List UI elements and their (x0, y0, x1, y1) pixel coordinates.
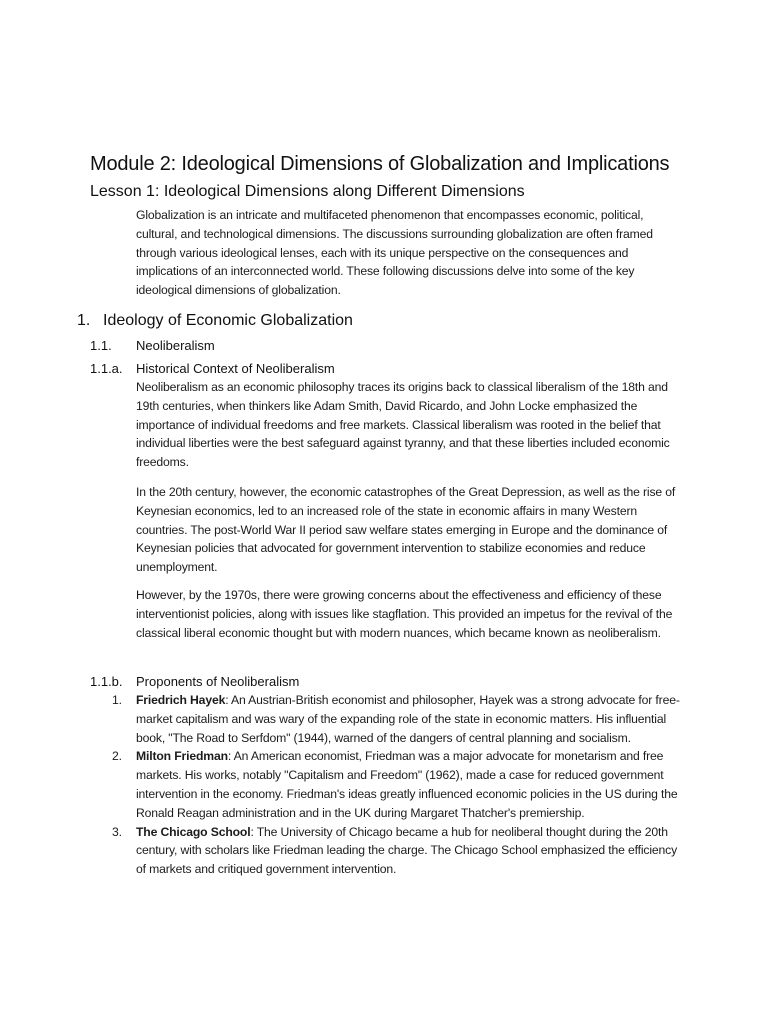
section-number: 1. (77, 312, 91, 329)
list-item-number: 2. (112, 749, 122, 764)
subsection-title: Historical Context of Neoliberalism (136, 361, 335, 376)
proponent-description: : An Austrian-British economist and philosopher, Hayek was a strong advocate for free-market capitalism and was wary of the expanding role of the state in economic matters. His influential book, "The Road to Serfdom" (1944), warned of the dangers of central planning and socialism. (136, 693, 680, 745)
proponent-name: Friedrich Hayek (136, 693, 226, 707)
subsection-number: 1.1.a. (90, 361, 123, 376)
list-item (100, 691, 686, 747)
section-title: Ideology of Economic Globalization (103, 312, 353, 329)
section-heading-1 (77, 310, 697, 332)
list-item-number: 3. (112, 824, 122, 839)
list-item (100, 747, 686, 822)
proponent-description: : The University of Chicago became a hub for neoliberal thought during the 20th century, with scholars like Friedman leading the charge. The Chicago School emphasized the efficiency of markets and critiqued government intervention. (136, 824, 678, 877)
lesson-title: Lesson 1: Ideological Dimensions along Different Dimensions (90, 183, 525, 200)
list-item (100, 823, 686, 879)
subsection-title: Proponents of Neoliberalism (136, 674, 300, 689)
list-item-number: 1. (112, 693, 122, 707)
historical-paragraph-3: However, by the 1970s, there were growing concerns about the effectiveness and efficiency of these interventionist policies, along with issues like stagflation. This provided an impetus for the revival of the classical liberal economic thought but with modern nuances, which became known as neoliberalism. (136, 588, 673, 640)
subsection-title: Neoliberalism (136, 338, 215, 353)
subsection-number: 1.1.b. (90, 674, 123, 689)
historical-paragraph-2: In the 20th century, however, the economic catastrophes of the Great Depression, as well as the rise of Keynesian economics, led to an increased role of the state in economic affairs in many Western countries. The post-World War II period saw welfare states emerging in Europe and the dominance of Keynesian policies that advocated for government intervention to stabilize economies and reduce unemployment. (136, 485, 676, 575)
subsection-heading-historical-context (90, 360, 710, 378)
module-title: Module 2: Ideological Dimensions of Globalization and Implications (90, 153, 670, 175)
subsection-heading-proponents (90, 673, 710, 691)
proponent-name: Milton Friedman (136, 749, 228, 764)
proponent-name: The Chicago School (136, 824, 251, 839)
proponent-description: : An American economist, Friedman was a major advocate for monetarism and free markets. His works, notably "Capitalism and Freedom" (1962), made a case for reduced government intervention in the economy. Friedman's ideas greatly influenced economic policies in the US during the Ronald Reagan administration and in the UK during Margaret Thatcher's premiership. (136, 749, 678, 820)
historical-paragraph-1: Neoliberalism as an economic philosophy traces its origins back to classical liberalism of the 18th and 19th centuries, when thinkers like Adam Smith, David Ricardo, and John Locke emphasized the importance of individual freedoms and free markets. Classical liberalism was rooted in the belief that individual liberties were the best safeguard against tyranny, and that these liberties included economic freedoms. (136, 380, 670, 470)
subsection-heading-neoliberalism (90, 337, 710, 355)
subsection-number: 1.1. (90, 338, 112, 353)
intro-paragraph: Globalization is an intricate and multifaceted phenomenon that encompasses economic, political, cultural, and technological dimensions. The discussions surrounding globalization are often framed through various ideological lenses, each with its unique perspective on the consequences and implications of an interconnected world. These following discussions delve into some of the key ideological dimensions of globalization. (136, 208, 653, 298)
proponents-list (100, 691, 686, 879)
